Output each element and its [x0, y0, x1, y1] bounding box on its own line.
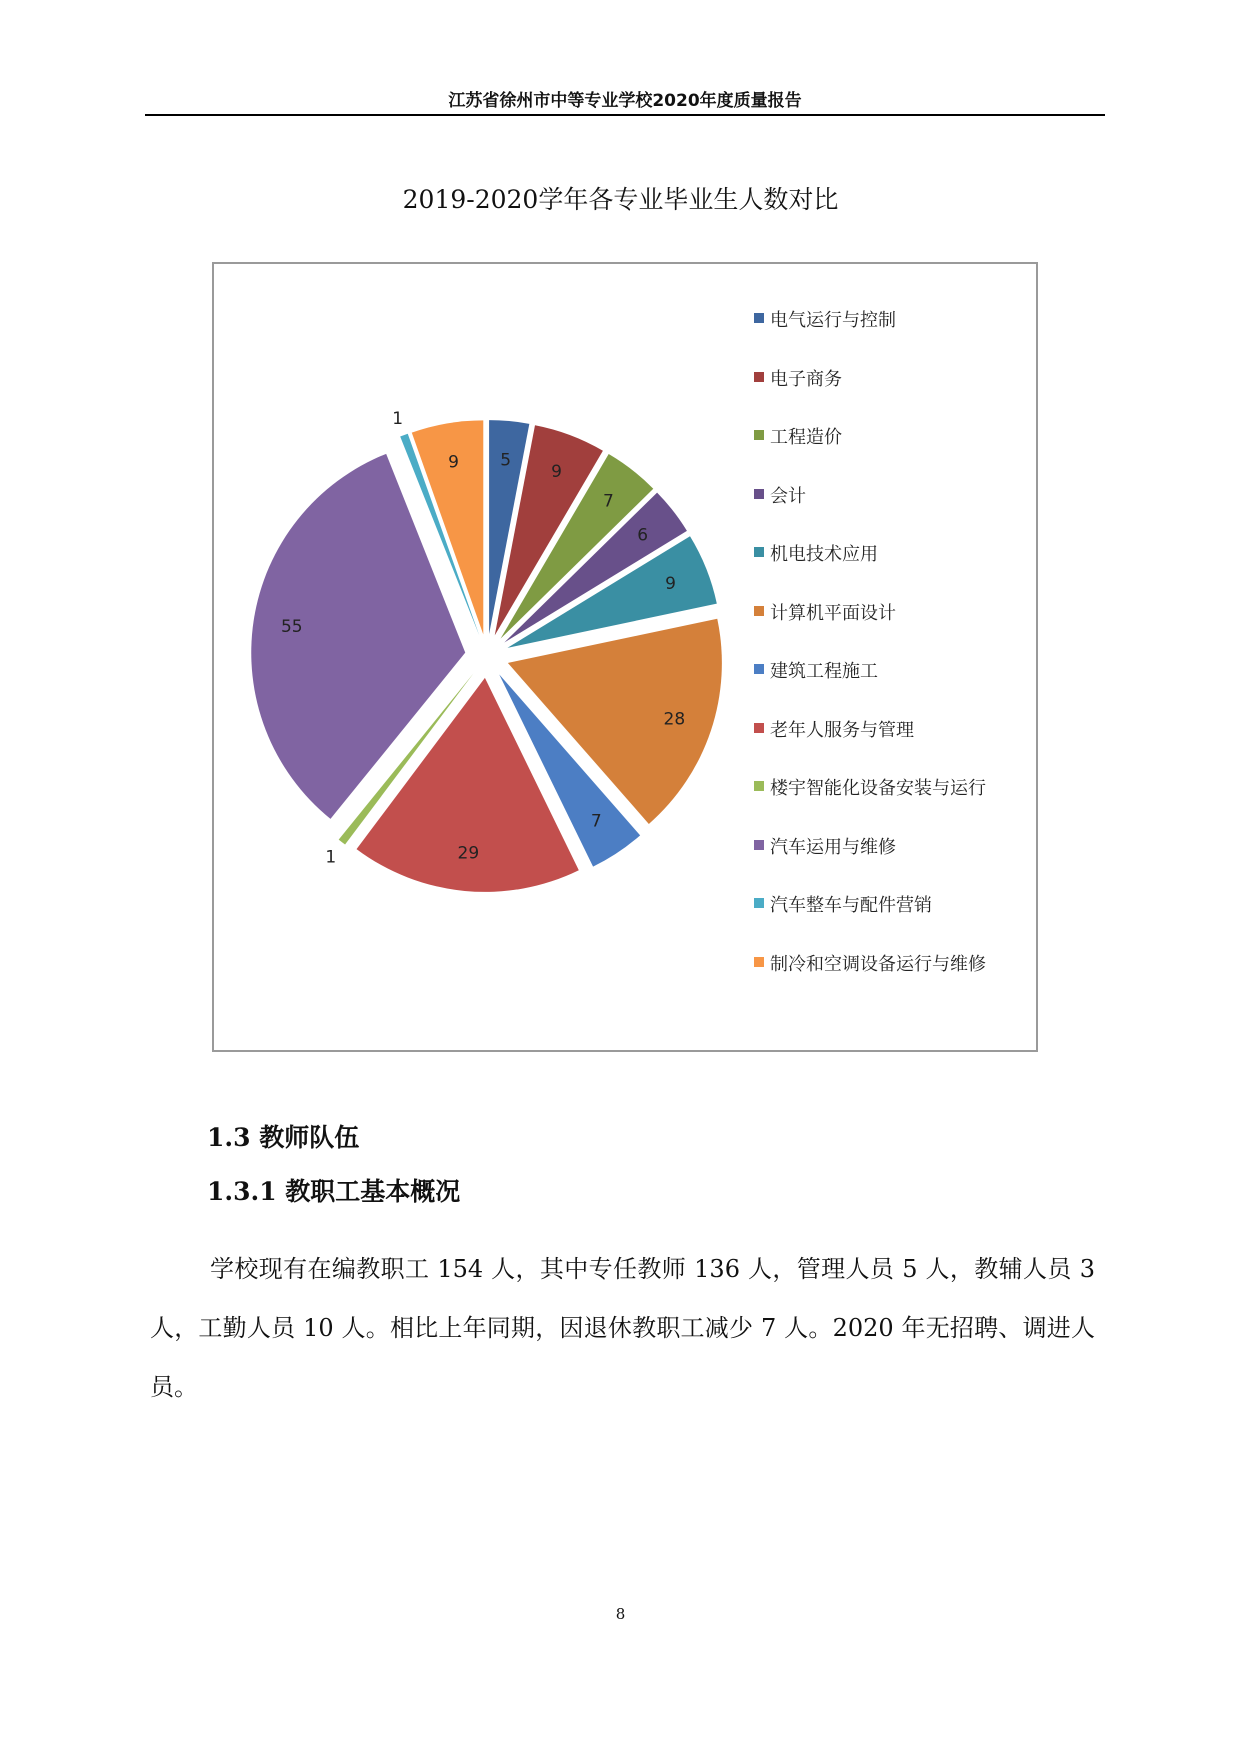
legend-label: 会计: [770, 485, 806, 507]
data-label: 7: [603, 491, 614, 512]
legend-swatch: [754, 372, 764, 382]
legend-label: 电子商务: [770, 368, 842, 390]
legend-item: [754, 540, 986, 599]
legend-item: [754, 482, 986, 541]
page-number: 8: [615, 1605, 626, 1623]
data-label: 1: [392, 409, 404, 430]
legend-swatch: [754, 489, 764, 499]
legend-item: [754, 716, 986, 775]
legend-item: [754, 423, 986, 482]
legend-item: [754, 774, 986, 833]
legend-swatch: [754, 840, 764, 850]
data-label: 7: [590, 811, 602, 832]
data-label: 9: [448, 452, 459, 473]
section-heading: 1.3 教师队伍: [207, 1123, 360, 1152]
pie-chart: [212, 262, 1038, 1052]
legend-swatch: [754, 664, 764, 674]
legend-swatch: [754, 781, 764, 791]
legend-swatch: [754, 547, 764, 557]
running-header: 江苏省徐州市中等专业学校2020年度质量报告: [448, 91, 802, 111]
legend-item: [754, 306, 986, 365]
legend-item: [754, 365, 986, 424]
chart-title: 2019-2020学年各专业毕业生人数对比: [402, 185, 839, 214]
legend-item: [754, 950, 986, 1009]
legend-swatch: [754, 606, 764, 616]
legend-label: 建筑工程施工: [770, 661, 878, 682]
data-label: 28: [663, 709, 686, 730]
body-paragraph: 学校现有在编教职工 154 人，其中专任教师 136 人，管理人员 5 人，教辅人员 3 人，工勤人员 10 人。相比上年同期，因退休教职工减少 7 人。2020 年无招聘、调进人员。: [150, 1255, 1095, 1401]
legend-swatch: [754, 957, 764, 967]
legend-label: 汽车整车与配件营销: [770, 895, 932, 916]
legend-label: 老年人服务与管理: [770, 719, 914, 741]
legend-label: 楼宇智能化设备安装与运行: [770, 778, 986, 799]
data-label: 9: [551, 462, 562, 483]
legend-swatch: [754, 313, 764, 323]
header-rule: [145, 114, 1105, 116]
legend-swatch: [754, 430, 764, 440]
legend-swatch: [754, 723, 764, 733]
data-label: 9: [665, 574, 676, 595]
legend-label: 电气运行与控制: [770, 310, 896, 331]
legend-item: [754, 599, 986, 658]
pie-plot: [214, 264, 754, 1044]
subsection-heading: 1.3.1 教职工基本概况: [207, 1177, 461, 1206]
data-label: 6: [637, 525, 649, 546]
legend-item: [754, 891, 986, 950]
legend-item: [754, 657, 986, 716]
data-label: 1: [325, 847, 337, 868]
data-label: 5: [500, 450, 512, 471]
data-label: 55: [280, 617, 303, 638]
data-label: 29: [457, 843, 480, 864]
legend-swatch: [754, 898, 764, 908]
legend-label: 机电技术应用: [770, 544, 878, 565]
legend-label: 工程造价: [770, 427, 842, 448]
legend-item: [754, 833, 986, 892]
chart-legend: [754, 306, 986, 1008]
legend-label: 制冷和空调设备运行与维修: [770, 953, 986, 975]
legend-label: 计算机平面设计: [770, 602, 896, 624]
legend-label: 汽车运用与维修: [770, 836, 896, 858]
